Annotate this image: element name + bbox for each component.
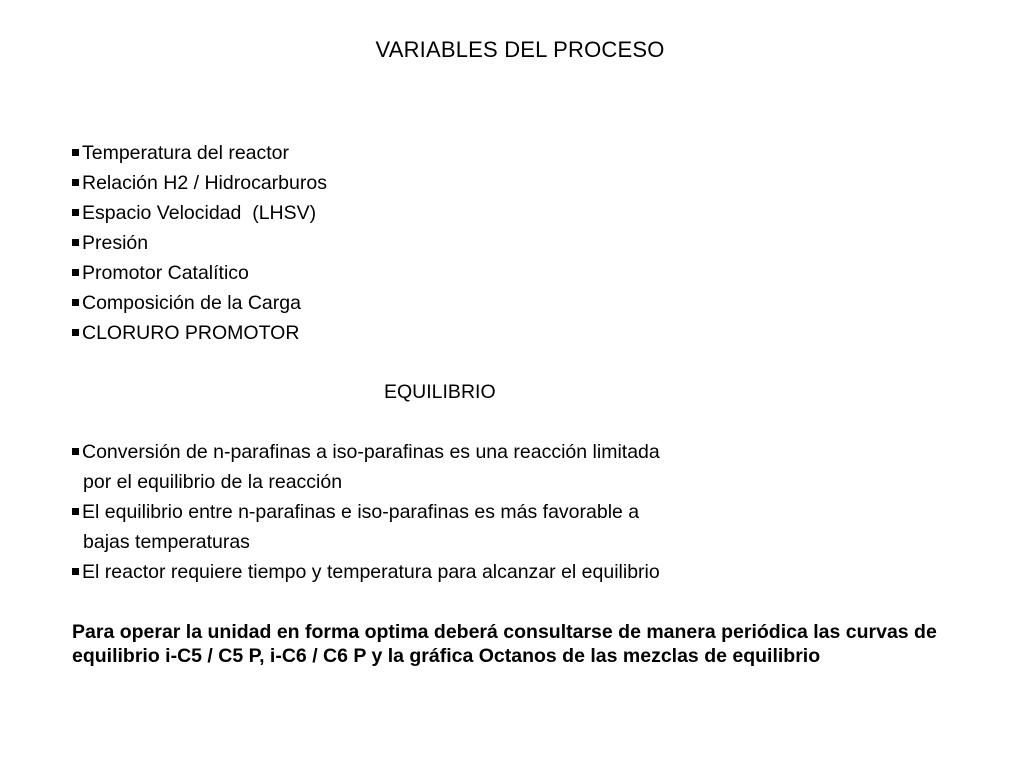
list-item — [72, 288, 327, 318]
square-bullet-icon — [72, 448, 79, 455]
list-item — [72, 497, 660, 557]
equilibrium-heading: EQUILIBRIO — [384, 381, 496, 403]
operation-note: Para operar la unidad en forma optima deberá consultarse de manera periódica las curvas de equilibrio i-C5 / C5 P, i-C6 / C6 P y la gráfica Octanos de las mezclas de equilibrio — [72, 621, 937, 667]
list-item — [72, 138, 327, 168]
square-bullet-icon — [72, 239, 79, 246]
equilibrium-points-list — [72, 437, 660, 587]
square-bullet-icon — [72, 299, 79, 306]
equilibrium-point-continuation: por el equilibrio de la reacción — [83, 471, 343, 493]
equilibrium-point-text: Conversión de n-parafinas a iso-parafinas es una reacción limitada — [82, 441, 660, 463]
variable-label: Promotor Catalítico — [82, 262, 249, 284]
list-item — [72, 557, 660, 587]
list-item — [72, 258, 327, 288]
list-item — [72, 228, 327, 258]
variable-label: Relación H2 / Hidrocarburos — [82, 172, 327, 194]
list-item — [72, 198, 327, 228]
equilibrium-point-text: El reactor requiere tiempo y temperatura para alcanzar el equilibrio — [82, 561, 660, 583]
variable-label: Espacio Velocidad (LHSV) — [82, 202, 317, 224]
square-bullet-icon — [72, 269, 79, 276]
list-item — [72, 437, 660, 497]
variable-label: Temperatura del reactor — [82, 142, 290, 164]
square-bullet-icon — [72, 329, 79, 336]
slide-title: VARIABLES DEL PROCESO — [375, 37, 665, 62]
equilibrium-point-text: El equilibrio entre n-parafinas e iso-parafinas es más favorable a — [82, 501, 640, 523]
square-bullet-icon — [72, 149, 79, 156]
square-bullet-icon — [72, 568, 79, 575]
square-bullet-icon — [72, 179, 79, 186]
square-bullet-icon — [72, 209, 79, 216]
variable-label: Presión — [82, 232, 149, 254]
process-variables-list — [72, 138, 327, 348]
list-item — [72, 318, 327, 348]
square-bullet-icon — [72, 508, 79, 515]
list-item — [72, 168, 327, 198]
equilibrium-point-continuation: bajas temperaturas — [83, 531, 250, 553]
variable-label: CLORURO PROMOTOR — [82, 322, 300, 344]
variable-label: Composición de la Carga — [82, 292, 301, 314]
